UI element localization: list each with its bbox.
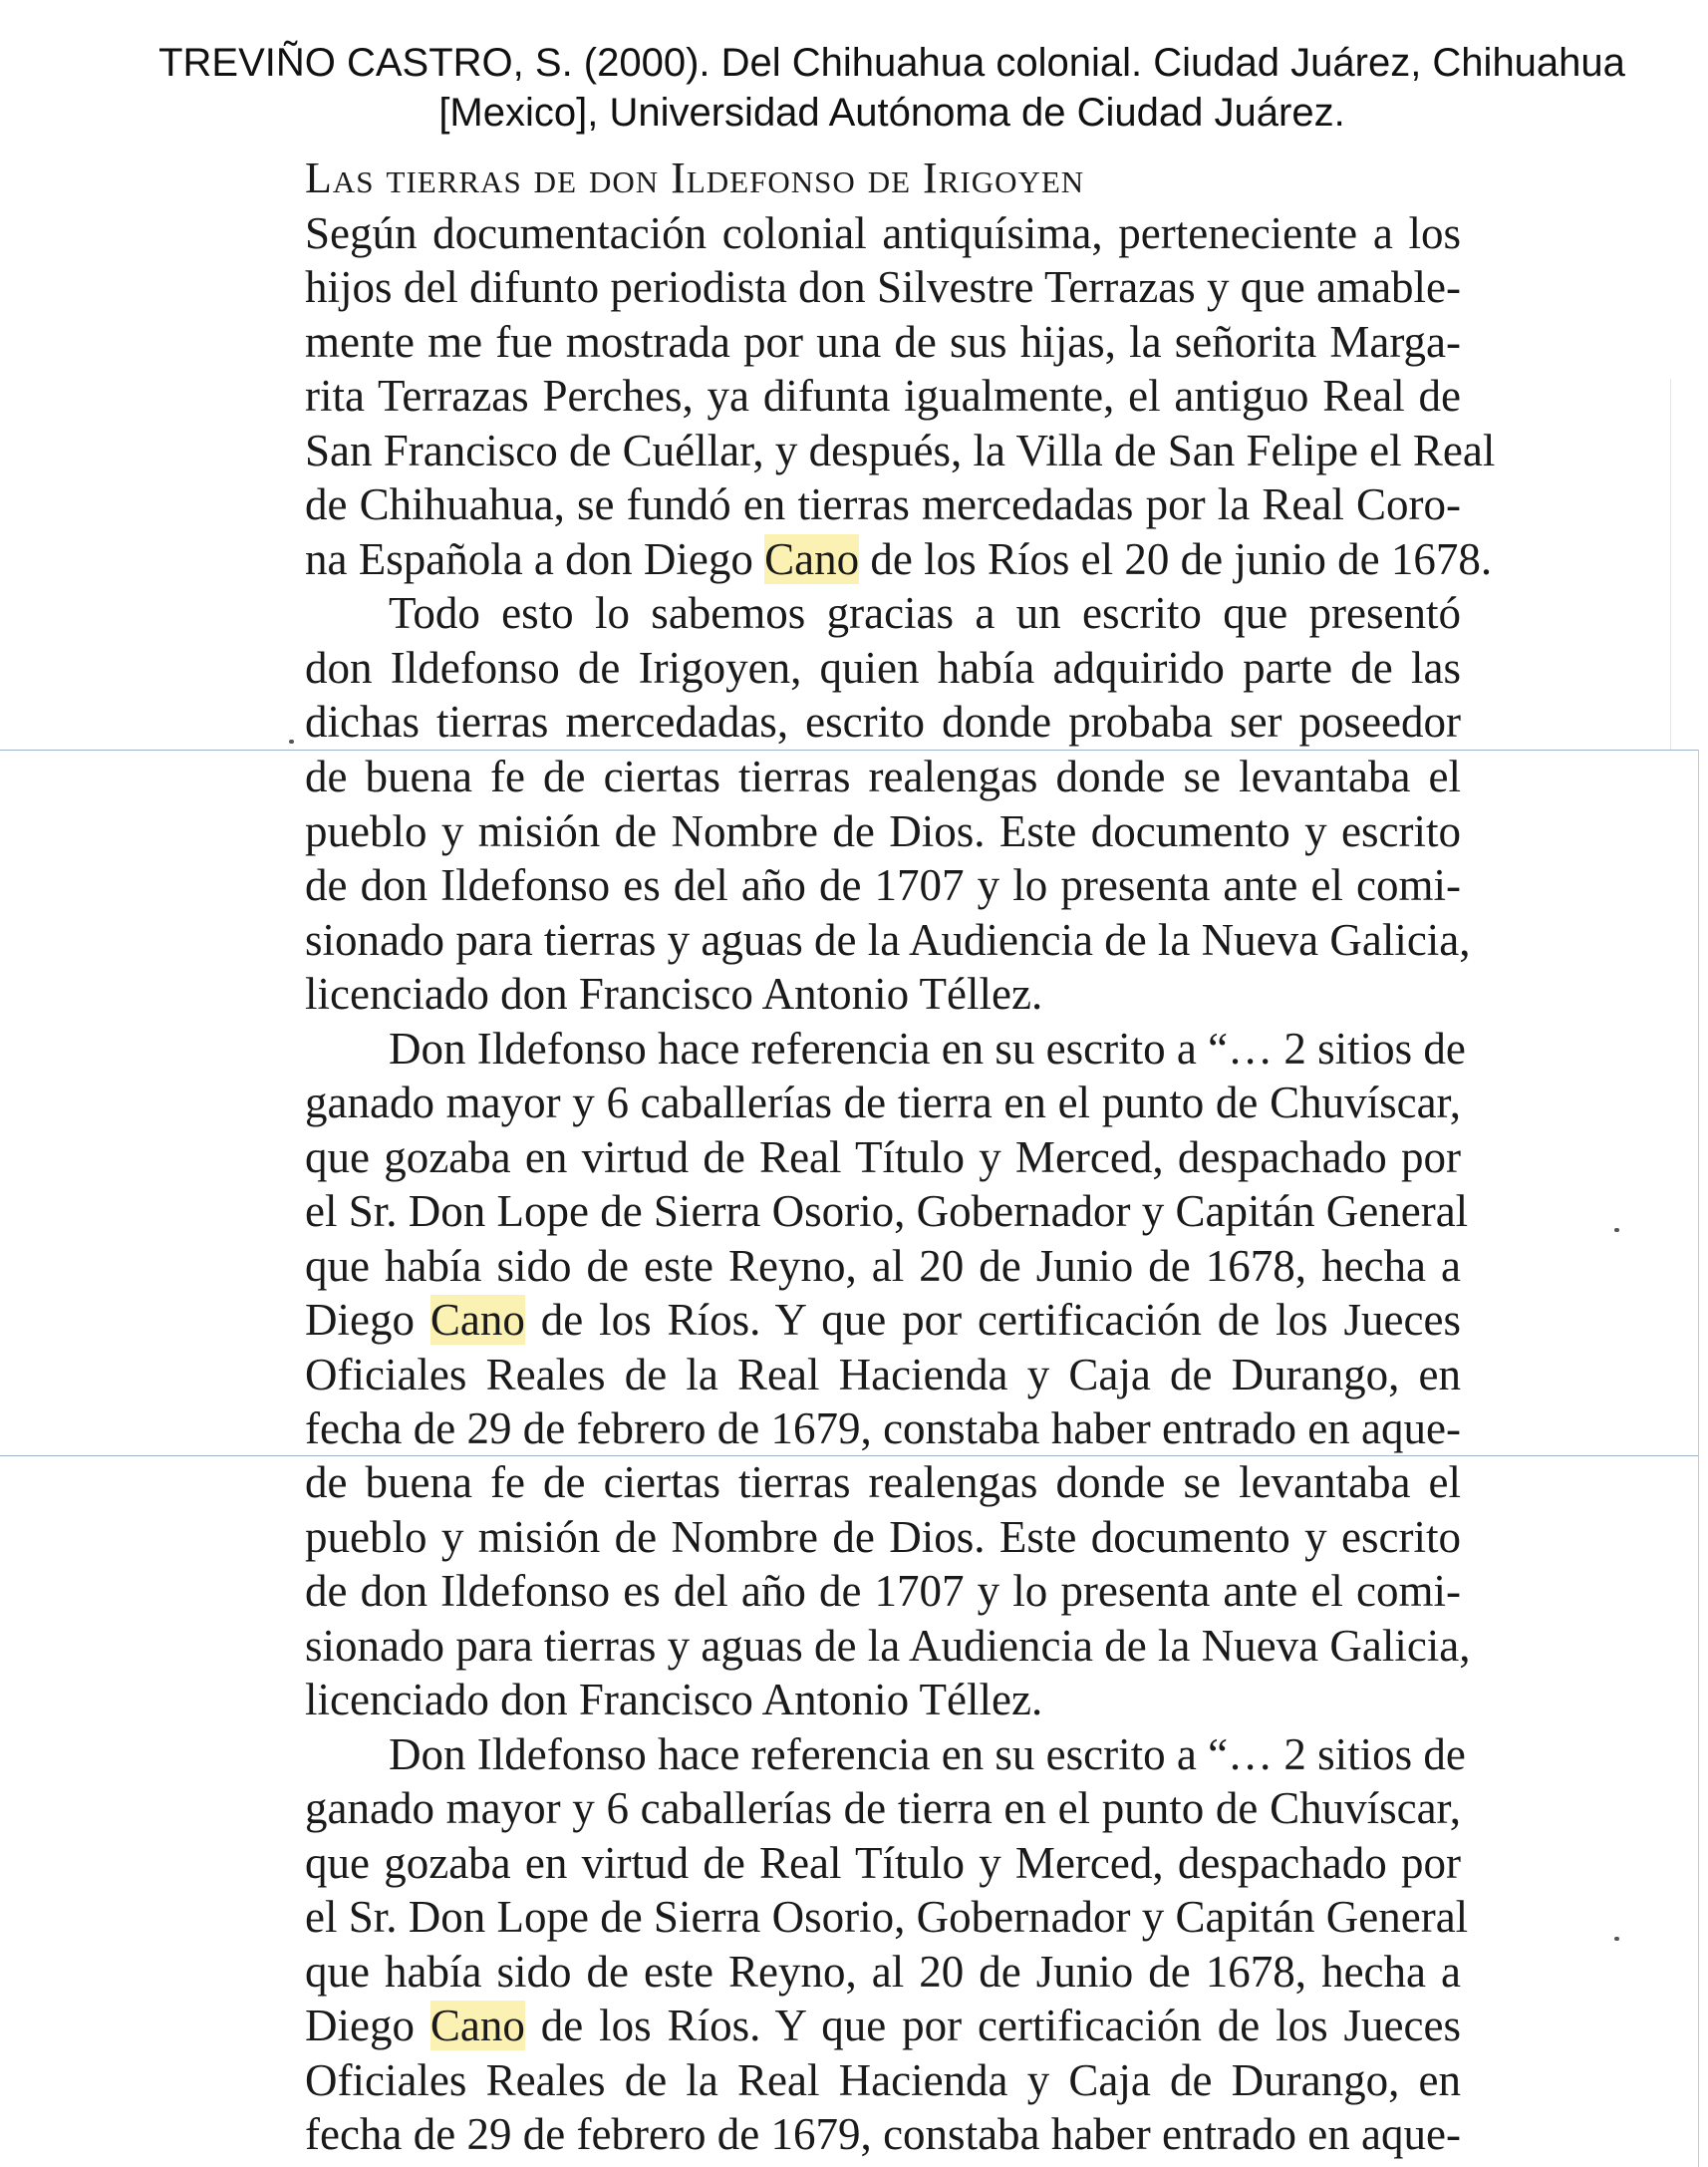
text-line: que gozaba en virtud de Real Título y Merced, despachado por (305, 1837, 1461, 1888)
text-line-with-highlight (305, 1999, 1461, 2053)
text-line: don Ildefonso de Irigoyen, quien había adquirido parte de las (305, 642, 1461, 693)
citation-line-1: TREVIÑO CASTRO, S. (2000). Del Chihuahua colonial. Ciudad Juárez, Chihuahua (158, 41, 1625, 85)
text-line: rita Terrazas Perches, ya difunta igualmente, el antiguo Real de (305, 371, 1461, 421)
text-line: ganado mayor y 6 caballerías de tierra en el punto de Chuvíscar, (305, 1078, 1461, 1127)
text-line: fecha de 29 de febrero de 1679, constaba haber entrado en aque- (305, 1403, 1461, 1453)
highlighted-word: Cano (429, 1295, 525, 1345)
text-line: Oficiales Reales de la Real Hacienda y Caja de Durango, en (305, 2054, 1461, 2105)
text-run: de los Ríos. Y que por certificación de los Jueces (524, 2001, 1461, 2050)
text-line: ganado mayor y 6 caballerías de tierra en el punto de Chuvíscar, (305, 1783, 1461, 1833)
text-line: pueblo y misión de Nombre de Dios. Este documento y escrito (305, 1511, 1461, 1562)
text-run: Diego (305, 1295, 430, 1345)
text-line: San Francisco de Cuéllar, y después, la Villa de San Felipe el Real (305, 425, 1496, 475)
text-line: Según documentación colonial antiquísima, perteneciente a los (305, 207, 1461, 258)
text-line: dichas tierras mercedadas, escrito donde probaba ser poseedor (305, 697, 1461, 747)
text-run: na Española a don Diego (305, 533, 765, 584)
text-line: de buena fe de ciertas tierras realengas donde se levantaba el (305, 1457, 1461, 1507)
scan-speck (289, 740, 294, 744)
text-line: de don Ildefonso es del año de 1707 y lo presenta ante el comi- (305, 1566, 1461, 1616)
text-line-with-highlight (305, 1293, 1461, 1348)
frame-edge-faint (1670, 379, 1671, 750)
citation-line-2: [Mexico], Universidad Autónoma de Ciudad Juárez. (438, 91, 1345, 135)
page-excerpt-1 (305, 152, 1496, 750)
text-line: que había sido de este Reyno, al 20 de Junio de 1678, hecha a (305, 1240, 1461, 1291)
text-line: que gozaba en virtud de Real Título y Merced, despachado por (305, 1131, 1461, 1182)
page-excerpt-3 (305, 1455, 1471, 2162)
text-line: licenciado don Francisco Antonio Téllez. (305, 1675, 1043, 1724)
text-line: fecha de 29 de febrero de 1679, constaba haber entrado en aque- (305, 2109, 1461, 2159)
frame-edge-right-lower (1698, 1455, 1699, 2167)
text-line: licenciado don Francisco Antonio Téllez. (305, 969, 1043, 1019)
text-line: Don Ildefonso hace referencia en su escrito a “… 2 sitios de (389, 1023, 1466, 1074)
scan-speck (1614, 1937, 1619, 1941)
text-run: de los Ríos el 20 de junio de 1678. (859, 533, 1493, 584)
highlighted-word: Cano (764, 533, 860, 584)
text-line: el Sr. Don Lope de Sierra Osorio, Gobernador y Capitán General (305, 1892, 1469, 1942)
text-line: sionado para tierras y aguas de la Audiencia de la Nueva Galicia, (305, 914, 1471, 965)
text-line: Todo esto lo sabemos gracias a un escrito que presentó (389, 588, 1461, 638)
text-line: Don Ildefonso hace referencia en su escrito a “… 2 sitios de (389, 1728, 1466, 1779)
text-line: Oficiales Reales de la Real Hacienda y Caja de Durango, en (305, 1349, 1461, 1399)
text-line: de buena fe de ciertas tierras realengas donde se levantaba el (305, 752, 1461, 801)
text-run: de los Ríos. Y que por certificación de los Jueces (524, 1295, 1461, 1345)
citation (0, 38, 1708, 138)
frame-edge-right (1698, 750, 1699, 1455)
highlighted-word: Cano (429, 2001, 525, 2050)
text-line: sionado para tierras y aguas de la Audiencia de la Nueva Galicia, (305, 1620, 1471, 1671)
text-line: hijos del difunto periodista don Silvestre Terrazas y que amable- (305, 262, 1461, 312)
text-line-with-highlight (305, 532, 1493, 587)
text-line: el Sr. Don Lope de Sierra Osorio, Gobernador y Capitán General (305, 1186, 1469, 1236)
text-line: de don Ildefonso es del año de 1707 y lo presenta ante el comi- (305, 860, 1461, 910)
page-excerpt-2 (305, 750, 1471, 1456)
section-heading: Las tierras de don Ildefonso de Irigoyen (305, 154, 1085, 202)
scan-speck (1614, 1228, 1619, 1232)
text-line: mente me fue mostrada por una de sus hijas, la señorita Marga- (305, 316, 1461, 367)
text-run: Diego (305, 2001, 430, 2050)
frame-divider-bottom (0, 1455, 1698, 1456)
text-line: pueblo y misión de Nombre de Dios. Este documento y escrito (305, 805, 1461, 856)
frame-divider-top (0, 750, 1698, 751)
text-line: de Chihuahua, se fundó en tierras mercedadas por la Real Coro- (305, 479, 1461, 529)
text-line: que había sido de este Reyno, al 20 de Junio de 1678, hecha a (305, 1946, 1461, 1997)
